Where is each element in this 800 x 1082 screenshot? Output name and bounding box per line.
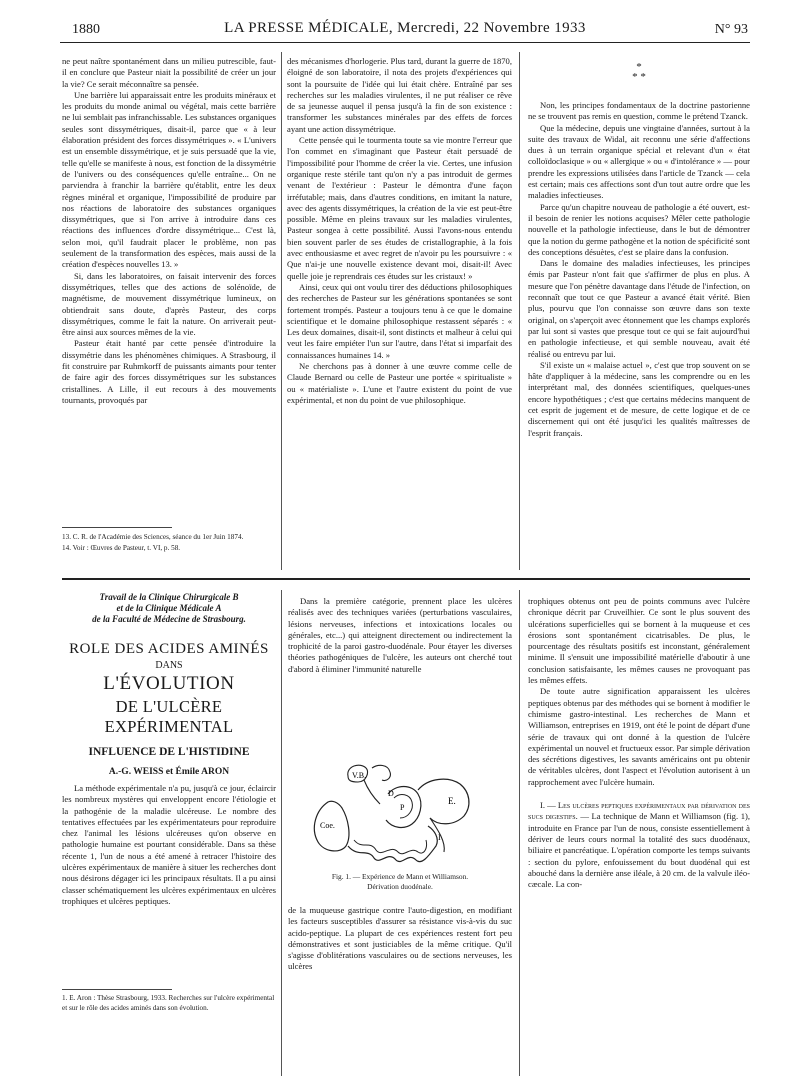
paragraph: Non, les principes fondamentaux de la doctrine pastorienne ne se trouvent pas remis en question, comme le prétend Tzanck. xyxy=(528,100,750,122)
intestine-coils xyxy=(348,826,437,862)
section-stars: * * * xyxy=(632,61,646,83)
paragraph: Si, dans les laboratoires, on faisait intervenir des forces dissymétriques, telles que des actions de solénoïde, de magnétisme, de mouvement dissymétrique lumineux, on obtiendrait sans doute, d'après Pasteur, des corps dissymétriques, comme le fait la nature. On arriverait peut-être ainsi aux sources mêmes de la vie. xyxy=(62,270,276,338)
article-authors: A.-G. WEISS et Émile ARON xyxy=(108,767,230,777)
upper-column-2 xyxy=(287,56,512,568)
label-p: P xyxy=(400,803,405,812)
label-i: I xyxy=(438,833,441,842)
intestine-coils-inner xyxy=(354,840,427,854)
upper-column-3 xyxy=(528,56,750,568)
page-header xyxy=(60,20,750,43)
paragraph: Cette pensée qui le tourmenta toute sa vie montre l'erreur que l'on commet en s'imaginant que Pasteur était persuadé de l'impossibilité pour l'homme de créer la vie. Certes, une infusion organique reste stérile tant qu'on n'y a pas introduit de germes venant de l'extérieur : Pasteur le démontra d'une façon irréfutable; mais, dans d'autres conditions, en imitant la nature, avec des agents dissymétriques, la création de la vie est peut-être possible. Même en pleins travaux sur les maladies virulentes, Pasteur songea à cette possibilité. Aussi l'avons-nous entendu bien souvent parler de ses études de cristallographie, à la fois avec enthousiasme et avec regret de n'avoir pu les poursuivre : « Que n'ai-je une nouvelle existence devant moi, disait-il! Avec quelle joie je reprendrais ces études sur les cristaux! » xyxy=(287,135,512,281)
paragraph: Ne cherchons pas à donner à une œuvre comme celle de Claude Bernard ou celle de Pasteur une portée « spiritualiste » ou « matérialiste ». L'une et l'autre existent du point de vue expérimental, et non du point de vue philosophique. xyxy=(287,361,512,405)
paragraph: Une barrière lui apparaissait entre les produits minéraux et les produits du monde animal ou végétal, mais cette barrière ne lui semblait pas infranchissable. Les substances organiques seules sont dissymétriques, disait-il, parce que « à leur élaboration président des forces dissymétriques ». « L'univers est un ensemble dissymétrique, et je suis persuadé que la vie, telle qu'elle se manifeste à nous, est fonction de la dissymétrie de l'univers ou des conséquences qu'elle entraîne... On ne parviendra à franchir la barrière qu'établit, entre les deux règnes minéral et organique, l'impossibilité de produire par nos réactions de laboratoire des substances organiques dissymétriques, que si l'on arrive à introduire dans ces réactions des influences d'ordre dissymétrique... C'est là, selon moi, qu'il faudrait placer le problème, non pas seulement de la transformation des espèces, mais aussi de la création d'espèces nouvelles 13. » xyxy=(62,89,276,270)
column-divider xyxy=(519,52,520,570)
label-vb: V.B. xyxy=(352,771,367,780)
article-column-3 xyxy=(528,596,750,1070)
footnote: 14. Voir : Œuvres de Pasteur, t. VI, p. 58. xyxy=(62,543,181,552)
article-footnote: 1. E. Aron : Thèse Strasbourg, 1933. Recherches sur l'ulcère expérimental et sur le rôle des acides aminés dans son évolution. xyxy=(62,994,275,1012)
journal-title: LA PRESSE MÉDICALE, Mercredi, 22 Novembre 1933 xyxy=(224,20,586,36)
stomach-shape xyxy=(418,779,469,824)
column-divider xyxy=(281,590,282,1076)
article-column-2-top xyxy=(288,596,512,756)
paragraph: ne peut naître spontanément dans un milieu putrescible, faut-il en conclure que Pasteur niait la possibilité de créer un jour la vie? Ce serait méconnaître sa pensée. xyxy=(62,56,276,89)
paragraph: De toute autre signification apparaissent les ulcères peptiques obtenus par des méthodes qui se bornent à modifier le chimisme gastro-intestinal. Les recherches de Mann et Williamson, entreprises en 1919, ont été le point de départ d'une série de travaux qui ont donné à la question de l'ulcère expérimental un nouvel et fructueux essor. Par simple dérivation des sécrétions digestives, les savants américains ont pu obtenir de véritables ulcères, dont l'aspect et l'évolution autorisent à un rapprochement avec l'ulcère humain. xyxy=(528,686,750,787)
section-paragraph xyxy=(528,800,750,890)
paragraph: Parce qu'un chapitre nouveau de pathologie a été ouvert, est-il besoin de renier les notions acquises? Mêler cette pathologie nouvelle et la pathologie infectieuse, dans le but de démontrer que la notion du germe pathogène et la notion de spécificité sont des conceptions désuètes, c'est se plaire dans la confusion. xyxy=(528,201,750,257)
figure-mann-williamson xyxy=(288,754,512,866)
paragraph: Que la médecine, depuis une vingtaine d'années, surtout à la suite des travaux de Widal, ait reconnu une série d'affections dues à un terrain organique spécial et relevant d'un « état colloïdoclasique » ou « allergique » ou « d'intolérance » — pour prendre les expressions utilisées dans l'article de Tzanck — cela est certain; mais ces affections sont d'un tout autre ordre que les maladies infectieuses. xyxy=(528,122,750,201)
column-divider xyxy=(281,52,282,570)
issue-number: N° 93 xyxy=(714,22,748,37)
paragraph: des mécanismes d'horlogerie. Plus tard, durant la guerre de 1870, éloigné de son laboratoire, il nota des projets d'expériences qui sont la poursuite de l'idée qui lui était chère. Entraîné par ses recherches sur les maladies virulentes, il ne put réaliser ce rêve de sa jeunesse auquel il pensa jusqu'à la fin de son existence : transformer les substances minérales par des effets de forces ayant une action dissymétrique. xyxy=(287,56,512,134)
upper-column-1 xyxy=(62,56,276,518)
affiliation: Travail de la Clinique Chirurgicale B et de la Clinique Médicale A de la Faculté de Médecine de Strasbourg. xyxy=(92,592,246,624)
article-title-line-2: DANS xyxy=(155,660,183,671)
article-column-1 xyxy=(62,783,276,981)
footnote-rule xyxy=(62,989,172,990)
article-title-line-3: L'ÉVOLUTION xyxy=(103,673,235,694)
article-title-line-4: DE L'ULCÈRE EXPÉRIMENTAL xyxy=(104,697,234,736)
paragraph: Dans la première catégorie, prennent place les ulcères réalisés avec des techniques variées (perturbations vasculaires, lésions nerveuses, infections et intoxications locales ou générales, etc...) qui atteignent directement ou indirectement la trophicité de la paroi gastro-duodénale. Pour étayer les diverses théories pathogéniques de l'ulcère, les auteurs ont cherché tout d'abord à éliminer l'immunité naturelle xyxy=(288,596,512,674)
paragraph: trophiques obtenus ont peu de points communs avec l'ulcère chronique décrit par Cruveilhier. Ce sont le plus souvent des ulcérations superficielles qui se bornent à la muqueuse et ces érosions sont spontanément cicatrisables. De plus, le pourcentage des résultats positifs est inconstant, généralement minime. Il s'ensuit une impossibilité matérielle d'aboutir à une conclusion satisfaisante, les mêmes causes ne provoquant pas les mêmes effets. xyxy=(528,596,750,686)
figure-caption: Fig. 1. — Expérience de Mann et Williamson. Dérivation duodénale. xyxy=(331,872,469,891)
paragraph: S'il existe un « malaise actuel », c'est que trop souvent on se hâte d'appliquer à la médecine, sans les comprendre ou en les interprétant mal, des données scientifiques, quelques-unes encore hypothétiques ; c'est que certains médecins manquent de cet esprit de jugement et de mesure, de cette logique et de ce discernement qui ont été jusqu'ici les qualités maîtresses de l'esprit français. xyxy=(528,359,750,438)
paragraph: de la muqueuse gastrique contre l'auto-digestion, en modifiant les facteurs susceptibles d'assurer sa résistance vis-à-vis du suc acido-peptique. La plupart de ces expériences restent fort peu démonstratives et sont justiciables de la même critique. Qu'il s'agisse d'oblitérations vasculaires ou de sections nerveuses, les ulcères xyxy=(288,905,512,972)
label-coe: Coe. xyxy=(320,821,335,830)
column-divider xyxy=(519,590,520,1076)
footnote-rule xyxy=(62,527,172,528)
section-text: — La technique de Mann et Williamson (fig. 1), introduite en France par l'un de nous, consiste essentiellement à dériver de leurs cours normal la totalité des sucs duodénaux, biliaire et pancréatique. L'opération comporte les temps suivants : section du pylore, enfouissement du bout duodénal qui est abouché dans la dernière anse iléale, à 20 cm. de la valvule iléo-cæcale. La con- xyxy=(528,811,750,890)
article-subtitle: INFLUENCE DE L'HISTIDINE xyxy=(88,746,250,758)
upper-footnotes xyxy=(62,533,276,554)
paragraph: Pasteur était hanté par cette pensée d'introduire la dissymétrie dans les phénomènes chimiques. A Strasbourg, il fit construire par Ruhmkorff de puissants aimants pour tenter de faire agir des forces dissymétriques sur les substances cristallines. A Lille, il eut recours à des mouvements tournants, provoqués par xyxy=(62,338,276,405)
footnote: 13. C. R. de l'Académie des Sciences, séance du 1er Juin 1874. xyxy=(62,533,244,541)
section-heading: I. — Les ulcères peptiques expérimentaux par dérivation des sucs digestifs. xyxy=(528,800,750,822)
section-separator xyxy=(62,578,750,580)
label-d: D xyxy=(388,789,394,798)
label-e: E. xyxy=(448,796,456,806)
article-heading xyxy=(62,592,276,777)
bile-duct xyxy=(364,780,380,804)
small-loop xyxy=(372,765,390,780)
paragraph: Dans le domaine des maladies infectieuses, les principes émis par Pasteur n'ont fait que s'affirmer de plus en plus. A mesure que l'on pénètre davantage dans l'étude de l'infection, on reconnaît que tout ce que Pasteur a avancé était vérité. Bien plus, pourvu que l'on connaisse son œuvre dans son texte original, on s'aperçoit avec étonnement que les champs explorés par lui sont si vastes que presque tout ce qui se fait aujourd'hui en pathologie infectieuse, et qui semble nouveau, avait été réalisé ou entrevu par lui. xyxy=(528,258,750,359)
article-column-2-bottom xyxy=(288,905,512,1070)
page-number: 1880 xyxy=(72,22,100,37)
article-title-line-1: ROLE DES ACIDES AMINÉS xyxy=(69,641,269,657)
paragraph: Ainsi, ceux qui ont voulu tirer des déductions philosophiques des recherches de Pasteur sur les générations spontanées se sont fortement trompés. Pasteur a toujours tenu à ce que le domaine scientifique et le domaine philosophique restassent séparés : « Les deux domaines, disait-il, sont distincts et malheur à celui qui veut les faire empiéter l'un sur l'autre, dans l'état si imparfait des connaissances humaines 14. » xyxy=(287,281,512,360)
paragraph: La méthode expérimentale n'a pu, jusqu'à ce jour, éclaircir les nombreux mystères qui enveloppent encore l'étiologie et la pathogénie de la maladie ulcéreuse. Le nombre des tentatives effectuées par les expérimentateurs pour reproduire chez l'animal les lésions ulcéreuses qu'on observe en pathologie humaine est pourtant considérable. Dans sa thèse récente 1, l'un de nous a été amené à retracer l'histoire des ulcères expérimentaux de manière à situer les recherches dont nous désirons dégager ici les principaux résultats. Il a pu ainsi classer schématiquement les ulcères expérimentaux en ulcères trophiques et ulcères peptiques. xyxy=(62,783,276,906)
